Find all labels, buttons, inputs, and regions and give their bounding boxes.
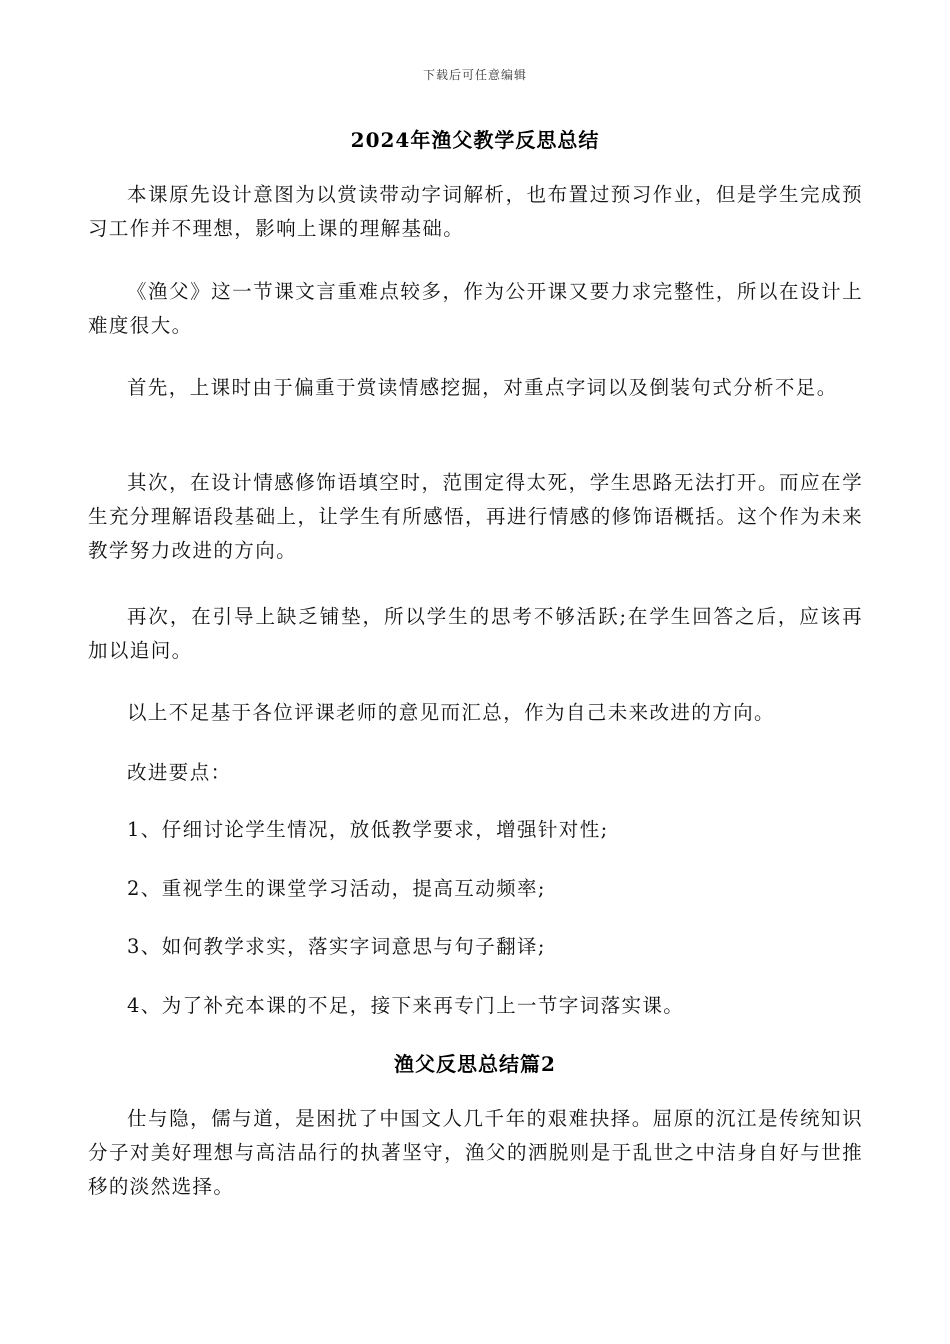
paragraph-first: 首先，上课时由于偏重于赏读情感挖掘，对重点字词以及倒装句式分析不足。 [127,376,838,399]
improvement-item: 3、如何教学求实，落实字词意思与句子翻译; [127,935,546,958]
improvement-item: 4、为了补充本课的不足，接下来再专门上一节字词落实课。 [127,994,685,1017]
paragraph-summary: 以上不足基于各位评课老师的意见而汇总，作为自己未来改进的方向。 [127,701,775,724]
paragraph-improvement-heading: 改进要点： [127,761,232,784]
page-title: 2024年渔父教学反思总结 [350,128,600,152]
paragraph-intro: 本课原先设计意图为以赏读带动字词解析，也布置过预习作业，但是学生完成预习工作并不理想，影响上课的理解基础。 [88,183,863,240]
paragraph-third: 再次，在引导上缺乏铺垫，所以学生的思考不够活跃;在学生回答之后，应该再加以追问。 [88,605,863,662]
paragraph-section2: 仕与隐，儒与道，是困扰了中国文人几千年的艰难抉择。屈原的沉江是传统知识分子对美好理想与高洁品行的执著坚守，渔父的洒脱则是于乱世之中洁身自好与世推移的淡然选择。 [88,1107,863,1198]
section-title: 渔父反思总结篇2 [394,1052,556,1076]
header-note: 下载后可任意编辑 [422,68,527,82]
paragraph-difficulty: 《渔父》这一节课文言重难点较多，作为公开课又要力求完整性，所以在设计上难度很大。 [88,280,863,337]
paragraph-second: 其次，在设计情感修饰语填空时，范围定得太死，学生思路无法打开。而应在学生充分理解语段基础上，让学生有所感悟，再进行情感的修饰语概括。这个作为未来教学努力改进的方向。 [88,471,863,562]
improvement-item: 1、仔细讨论学生情况，放低教学要求，增强针对性; [127,818,609,841]
improvement-item: 2、重视学生的课堂学习活动，提高互动频率; [127,877,546,900]
